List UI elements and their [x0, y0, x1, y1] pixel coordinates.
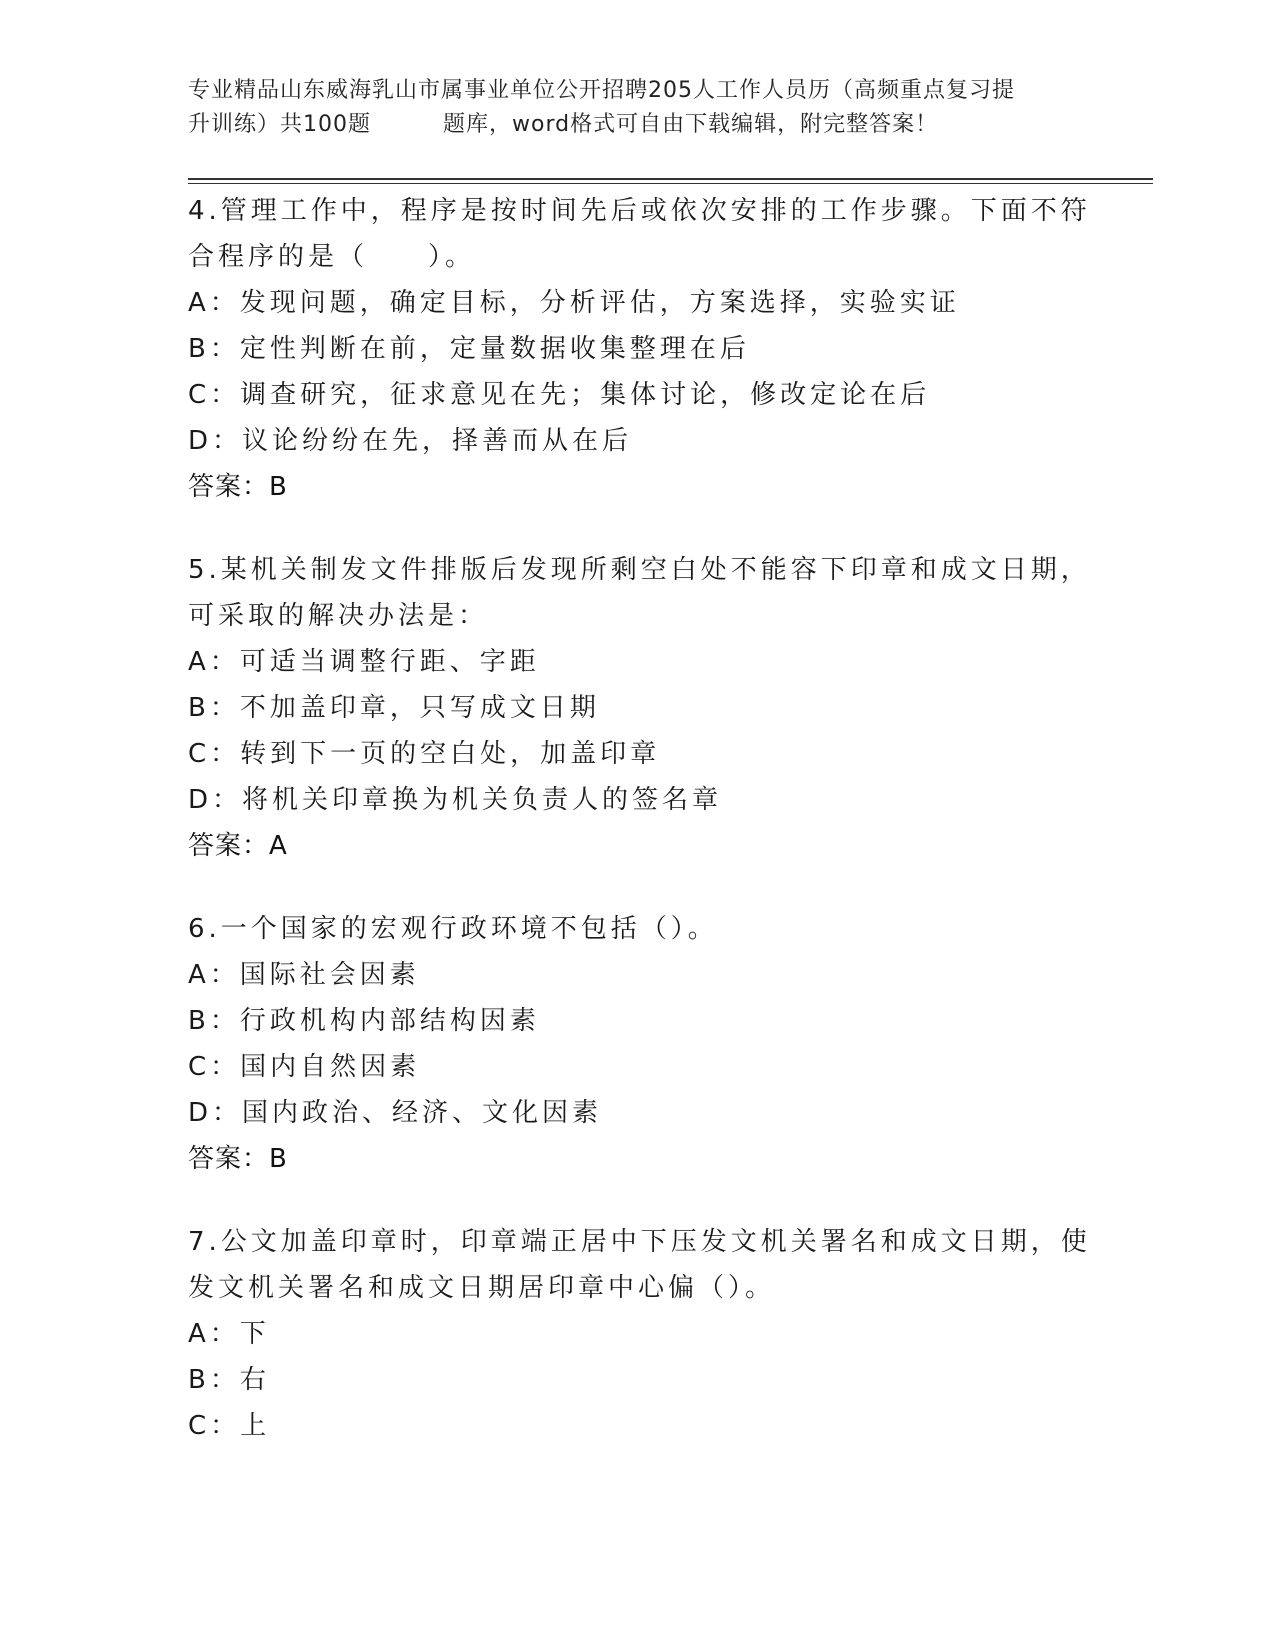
question-5	[188, 547, 1138, 869]
header-double-rule	[188, 178, 1153, 184]
question-stem-line: 可采取的解决办法是：	[188, 601, 489, 631]
header-title-left: 升训练）共100题	[188, 112, 371, 137]
option-d: D：将机关印章换为机关负责人的签名章	[188, 785, 723, 815]
question-4	[188, 188, 1138, 510]
question-stem-line: 7.公文加盖印章时，印章端正居中下压发文机关署名和成文日期，使	[188, 1227, 1091, 1257]
option-a: A：国际社会因素	[188, 960, 420, 990]
question-6	[188, 906, 1138, 1182]
answer-label: 答案：B	[188, 472, 288, 502]
option-c: C：国内自然因素	[188, 1052, 421, 1082]
question-7	[188, 1219, 1138, 1449]
question-stem	[188, 1219, 1138, 1311]
page-header	[188, 74, 1108, 142]
question-options	[188, 1311, 1138, 1449]
question-options	[188, 952, 1138, 1136]
question-stem-line: 4.管理工作中，程序是按时间先后或依次安排的工作步骤。下面不符	[188, 196, 1091, 226]
option-c: C：转到下一页的空白处，加盖印章	[188, 739, 661, 769]
option-a: A：下	[188, 1319, 270, 1349]
option-b: B：不加盖印章，只写成文日期	[188, 693, 600, 723]
question-stem-line: 发文机关署名和成文日期居印章中心偏（）。	[188, 1273, 776, 1303]
question-stem-line: 合程序的是（ ）。	[188, 242, 476, 272]
option-a: A：发现问题，确定目标，分析评估，方案选择，实验实证	[188, 288, 960, 318]
question-stem	[188, 906, 1138, 952]
option-c: C：上	[188, 1411, 271, 1441]
option-d: D：国内政治、经济、文化因素	[188, 1098, 603, 1128]
header-title-right: 题库，word格式可自由下载编辑，附完整答案！	[443, 112, 939, 137]
option-d: D：议论纷纷在先，择善而从在后	[188, 426, 633, 456]
option-c: C：调查研究，征求意见在先；集体讨论，修改定论在后	[188, 380, 931, 410]
header-title-line-1: 专业精品山东威海乳山市属事业单位公开招聘205人工作人员历（高频重点复习提	[188, 78, 1015, 103]
question-options	[188, 639, 1138, 823]
question-list	[188, 188, 1138, 1449]
question-options	[188, 280, 1138, 464]
question-stem	[188, 188, 1138, 280]
answer-label: 答案：B	[188, 1144, 288, 1174]
option-b: B：右	[188, 1365, 270, 1395]
header-title-line-2	[188, 108, 1108, 142]
question-stem	[188, 547, 1138, 639]
option-a: A：可适当调整行距、字距	[188, 647, 540, 677]
answer-label: 答案：A	[188, 831, 288, 861]
question-stem-line: 5.某机关制发文件排版后发现所剩空白处不能容下印章和成文日期，	[188, 555, 1091, 585]
option-b: B：定性判断在前，定量数据收集整理在后	[188, 334, 750, 364]
question-stem-line: 6.一个国家的宏观行政环境不包括（）。	[188, 914, 718, 944]
option-b: B：行政机构内部结构因素	[188, 1006, 540, 1036]
